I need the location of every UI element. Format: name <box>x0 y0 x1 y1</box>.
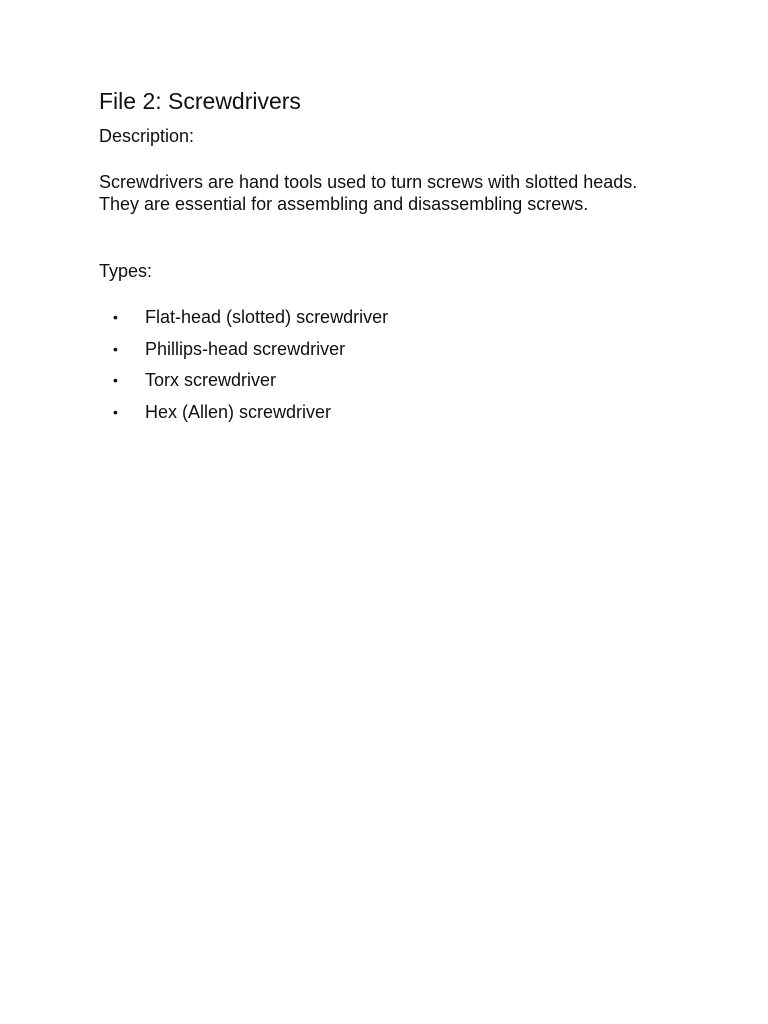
bullet-icon: • <box>113 309 118 325</box>
description-paragraph: Screwdrivers are hand tools used to turn screws with slotted heads. They are essential for assembling and disassembling screws. <box>99 172 638 214</box>
list-item-label: Phillips-head screwdriver <box>145 338 346 359</box>
list-item-label: Torx screwdriver <box>145 370 277 390</box>
bullet-icon: • <box>113 403 118 420</box>
list-item-label: Flat-head (slotted) screwdriver <box>145 307 389 327</box>
list-item-label: Hex (Allen) screwdriver <box>145 401 332 422</box>
description-heading: Description: <box>99 126 195 146</box>
bullet-icon: • <box>113 340 118 357</box>
document-title: File 2: Screwdrivers <box>99 88 301 114</box>
bullet-icon: • <box>113 372 118 388</box>
types-heading: Types: <box>99 261 153 281</box>
